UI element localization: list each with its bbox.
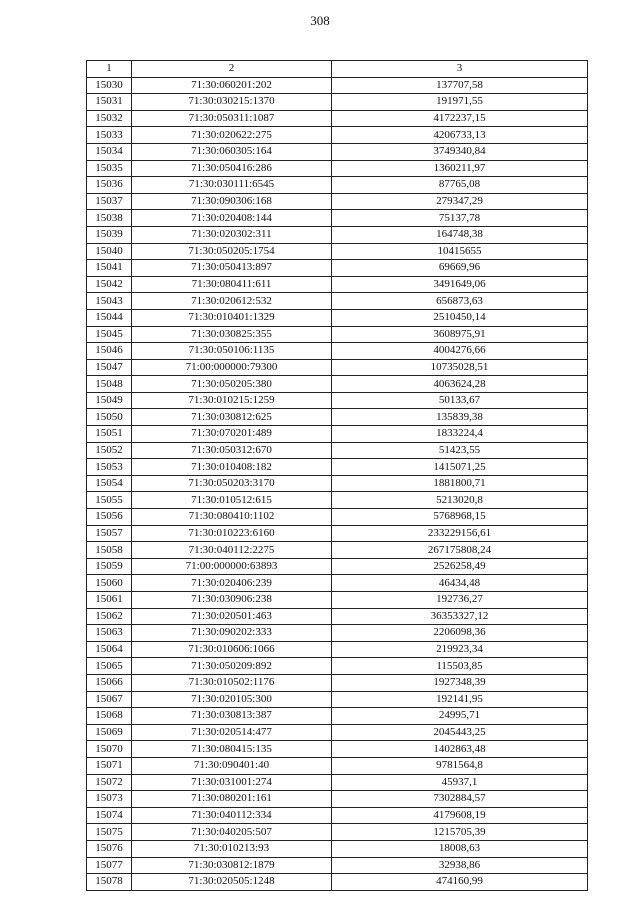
value-cell: 2526258,49 — [332, 558, 588, 575]
table-row — [87, 409, 588, 426]
table-row — [87, 376, 588, 393]
table-row — [87, 160, 588, 177]
cadastral-number-cell: 71:30:030812:1879 — [132, 857, 332, 874]
row-number-cell: 15065 — [87, 658, 132, 675]
cadastral-number-cell: 71:30:010223:6160 — [132, 525, 332, 542]
row-number-cell: 15031 — [87, 94, 132, 111]
column-header-1: 1 — [87, 61, 132, 78]
value-cell: 36353327,12 — [332, 608, 588, 625]
cadastral-number-cell: 71:30:070201:489 — [132, 426, 332, 443]
table-body — [87, 77, 588, 890]
cadastral-number-cell: 71:30:030111:6545 — [132, 177, 332, 194]
cadastral-number-cell: 71:30:020105:300 — [132, 691, 332, 708]
row-number-cell: 15053 — [87, 459, 132, 476]
value-cell: 69669,96 — [332, 260, 588, 277]
cadastral-number-cell: 71:30:090202:333 — [132, 625, 332, 642]
table-row — [87, 127, 588, 144]
value-cell: 4004276,66 — [332, 343, 588, 360]
value-cell: 267175808,24 — [332, 542, 588, 559]
table-row — [87, 243, 588, 260]
table-row — [87, 110, 588, 127]
value-cell: 45937,1 — [332, 774, 588, 791]
table-row — [87, 359, 588, 376]
value-cell: 5768968,15 — [332, 509, 588, 526]
table-row — [87, 791, 588, 808]
row-number-cell: 15052 — [87, 442, 132, 459]
value-cell: 233229156,61 — [332, 525, 588, 542]
value-cell: 4206733,13 — [332, 127, 588, 144]
cadastral-number-cell: 71:30:020406:239 — [132, 575, 332, 592]
cadastral-number-cell: 71:30:020514:477 — [132, 724, 332, 741]
table-row — [87, 426, 588, 443]
cadastral-number-cell: 71:30:080411:611 — [132, 276, 332, 293]
row-number-cell: 15049 — [87, 392, 132, 409]
row-number-cell: 15033 — [87, 127, 132, 144]
table-row — [87, 807, 588, 824]
table-row — [87, 276, 588, 293]
table-row — [87, 874, 588, 891]
cadastral-number-cell: 71:30:080201:161 — [132, 791, 332, 808]
column-header-3: 3 — [332, 61, 588, 78]
row-number-cell: 15060 — [87, 575, 132, 592]
page-number: 308 — [310, 13, 330, 28]
cadastral-number-cell: 71:30:050205:1754 — [132, 243, 332, 260]
row-number-cell: 15038 — [87, 210, 132, 227]
value-cell: 5213020,8 — [332, 492, 588, 509]
table-row — [87, 674, 588, 691]
cadastral-number-cell: 71:30:020408:144 — [132, 210, 332, 227]
row-number-cell: 15040 — [87, 243, 132, 260]
value-cell: 192141,95 — [332, 691, 588, 708]
row-number-cell: 15077 — [87, 857, 132, 874]
row-number-cell: 15054 — [87, 475, 132, 492]
row-number-cell: 15034 — [87, 143, 132, 160]
row-number-cell: 15058 — [87, 542, 132, 559]
row-number-cell: 15064 — [87, 641, 132, 658]
table-row — [87, 475, 588, 492]
cadastral-number-cell: 71:30:030812:625 — [132, 409, 332, 426]
value-cell: 2206098,36 — [332, 625, 588, 642]
row-number-cell: 15078 — [87, 874, 132, 891]
value-cell: 2510450,14 — [332, 309, 588, 326]
row-number-cell: 15042 — [87, 276, 132, 293]
value-cell: 75137,78 — [332, 210, 588, 227]
value-cell: 18008,63 — [332, 840, 588, 857]
row-number-cell: 15036 — [87, 177, 132, 194]
table-row — [87, 824, 588, 841]
cadastral-number-cell: 71:30:040205:507 — [132, 824, 332, 841]
cadastral-number-cell: 71:30:060305:164 — [132, 143, 332, 160]
cadastral-number-cell: 71:30:030813:387 — [132, 708, 332, 725]
table-row — [87, 143, 588, 160]
table-row — [87, 840, 588, 857]
row-number-cell: 15063 — [87, 625, 132, 642]
row-number-cell: 15071 — [87, 757, 132, 774]
cadastral-number-cell: 71:30:020501:463 — [132, 608, 332, 625]
cadastral-number-cell: 71:30:080415:135 — [132, 741, 332, 758]
table-row — [87, 326, 588, 343]
cadastral-number-cell: 71:30:010512:615 — [132, 492, 332, 509]
table-row — [87, 77, 588, 94]
row-number-cell: 15045 — [87, 326, 132, 343]
value-cell: 7302884,57 — [332, 791, 588, 808]
row-number-cell: 15069 — [87, 724, 132, 741]
cadastral-number-cell: 71:30:050416:286 — [132, 160, 332, 177]
value-cell: 4063624,28 — [332, 376, 588, 393]
value-cell: 2045443,25 — [332, 724, 588, 741]
value-cell: 474160,99 — [332, 874, 588, 891]
row-number-cell: 15056 — [87, 509, 132, 526]
value-cell: 192736,27 — [332, 592, 588, 609]
row-number-cell: 15043 — [87, 293, 132, 310]
cadastral-number-cell: 71:30:010502:1176 — [132, 674, 332, 691]
table-row — [87, 708, 588, 725]
value-cell: 1402863,48 — [332, 741, 588, 758]
row-number-cell: 15039 — [87, 226, 132, 243]
value-cell: 1215705,39 — [332, 824, 588, 841]
value-cell: 656873,63 — [332, 293, 588, 310]
cadastral-number-cell: 71:30:050203:3170 — [132, 475, 332, 492]
table-row — [87, 293, 588, 310]
row-number-cell: 15070 — [87, 741, 132, 758]
table-row — [87, 558, 588, 575]
row-number-cell: 15068 — [87, 708, 132, 725]
cadastral-number-cell: 71:30:030215:1370 — [132, 94, 332, 111]
value-cell: 24995,71 — [332, 708, 588, 725]
table-row — [87, 641, 588, 658]
row-number-cell: 15067 — [87, 691, 132, 708]
table-row — [87, 94, 588, 111]
cadastral-number-cell: 71:30:090306:168 — [132, 193, 332, 210]
value-cell: 1360211,97 — [332, 160, 588, 177]
cadastral-number-cell: 71:30:020505:1248 — [132, 874, 332, 891]
row-number-cell: 15046 — [87, 343, 132, 360]
cadastral-number-cell: 71:30:010215:1259 — [132, 392, 332, 409]
table-row — [87, 658, 588, 675]
value-cell: 279347,29 — [332, 193, 588, 210]
value-cell: 164748,38 — [332, 226, 588, 243]
table-row — [87, 309, 588, 326]
cadastral-number-cell: 71:30:010408:182 — [132, 459, 332, 476]
table-row — [87, 724, 588, 741]
table-row — [87, 592, 588, 609]
table-row — [87, 226, 588, 243]
table-row — [87, 608, 588, 625]
cadastral-number-cell: 71:00:000000:63893 — [132, 558, 332, 575]
table-row — [87, 509, 588, 526]
table-row — [87, 260, 588, 277]
row-number-cell: 15037 — [87, 193, 132, 210]
value-cell: 87765,08 — [332, 177, 588, 194]
value-cell: 51423,55 — [332, 442, 588, 459]
row-number-cell: 15048 — [87, 376, 132, 393]
value-cell: 3749340,84 — [332, 143, 588, 160]
value-cell: 46434,48 — [332, 575, 588, 592]
value-cell: 3491649,06 — [332, 276, 588, 293]
table-row — [87, 343, 588, 360]
cadastral-number-cell: 71:30:031001:274 — [132, 774, 332, 791]
row-number-cell: 15047 — [87, 359, 132, 376]
value-cell: 10735028,51 — [332, 359, 588, 376]
table-row — [87, 210, 588, 227]
table-row — [87, 774, 588, 791]
value-cell: 137707,58 — [332, 77, 588, 94]
value-cell: 4179608,19 — [332, 807, 588, 824]
row-number-cell: 15072 — [87, 774, 132, 791]
table-row — [87, 575, 588, 592]
data-table — [86, 60, 588, 891]
value-cell: 1927348,39 — [332, 674, 588, 691]
cadastral-number-cell: 71:30:030825:355 — [132, 326, 332, 343]
table-row — [87, 741, 588, 758]
value-cell: 3608975,91 — [332, 326, 588, 343]
table-row — [87, 757, 588, 774]
value-cell: 1833224,4 — [332, 426, 588, 443]
table-row — [87, 525, 588, 542]
row-number-cell: 15035 — [87, 160, 132, 177]
table-row — [87, 193, 588, 210]
cadastral-number-cell: 71:30:050311:1087 — [132, 110, 332, 127]
table-row — [87, 857, 588, 874]
table-row — [87, 625, 588, 642]
value-cell: 1881800,71 — [332, 475, 588, 492]
value-cell: 135839,38 — [332, 409, 588, 426]
value-cell: 10415655 — [332, 243, 588, 260]
cadastral-number-cell: 71:30:010213:93 — [132, 840, 332, 857]
row-number-cell: 15055 — [87, 492, 132, 509]
column-header-2: 2 — [132, 61, 332, 78]
table-row — [87, 542, 588, 559]
row-number-cell: 15073 — [87, 791, 132, 808]
value-cell: 115503,85 — [332, 658, 588, 675]
value-cell: 219923,34 — [332, 641, 588, 658]
cadastral-number-cell: 71:00:000000:79300 — [132, 359, 332, 376]
row-number-cell: 15051 — [87, 426, 132, 443]
cadastral-number-cell: 71:30:050312:670 — [132, 442, 332, 459]
row-number-cell: 15075 — [87, 824, 132, 841]
cadastral-number-cell: 71:30:050209:892 — [132, 658, 332, 675]
cadastral-number-cell: 71:30:010606:1066 — [132, 641, 332, 658]
table-row — [87, 392, 588, 409]
table-row — [87, 691, 588, 708]
row-number-cell: 15044 — [87, 309, 132, 326]
table-row — [87, 492, 588, 509]
cadastral-number-cell: 71:30:050413:897 — [132, 260, 332, 277]
value-cell: 1415071,25 — [332, 459, 588, 476]
cadastral-number-cell: 71:30:060201:202 — [132, 77, 332, 94]
row-number-cell: 15059 — [87, 558, 132, 575]
row-number-cell: 15032 — [87, 110, 132, 127]
cadastral-number-cell: 71:30:090401:40 — [132, 757, 332, 774]
row-number-cell: 15050 — [87, 409, 132, 426]
table-row — [87, 442, 588, 459]
row-number-cell: 15074 — [87, 807, 132, 824]
row-number-cell: 15066 — [87, 674, 132, 691]
cadastral-number-cell: 71:30:040112:2275 — [132, 542, 332, 559]
table-row — [87, 459, 588, 476]
value-cell: 191971,55 — [332, 94, 588, 111]
value-cell: 9781564,8 — [332, 757, 588, 774]
value-cell: 32938,86 — [332, 857, 588, 874]
row-number-cell: 15061 — [87, 592, 132, 609]
cadastral-number-cell: 71:30:030906:238 — [132, 592, 332, 609]
row-number-cell: 15030 — [87, 77, 132, 94]
cadastral-number-cell: 71:30:040112:334 — [132, 807, 332, 824]
row-number-cell: 15062 — [87, 608, 132, 625]
row-number-cell: 15076 — [87, 840, 132, 857]
table-header-row — [87, 61, 588, 78]
cadastral-number-cell: 71:30:080410:1102 — [132, 509, 332, 526]
table-row — [87, 177, 588, 194]
value-cell: 4172237,15 — [332, 110, 588, 127]
cadastral-number-cell: 71:30:020612:532 — [132, 293, 332, 310]
row-number-cell: 15057 — [87, 525, 132, 542]
cadastral-number-cell: 71:30:050106:1135 — [132, 343, 332, 360]
cadastral-number-cell: 71:30:050205:380 — [132, 376, 332, 393]
cadastral-number-cell: 71:30:020622:275 — [132, 127, 332, 144]
row-number-cell: 15041 — [87, 260, 132, 277]
cadastral-number-cell: 71:30:020302:311 — [132, 226, 332, 243]
cadastral-number-cell: 71:30:010401:1329 — [132, 309, 332, 326]
value-cell: 50133,67 — [332, 392, 588, 409]
